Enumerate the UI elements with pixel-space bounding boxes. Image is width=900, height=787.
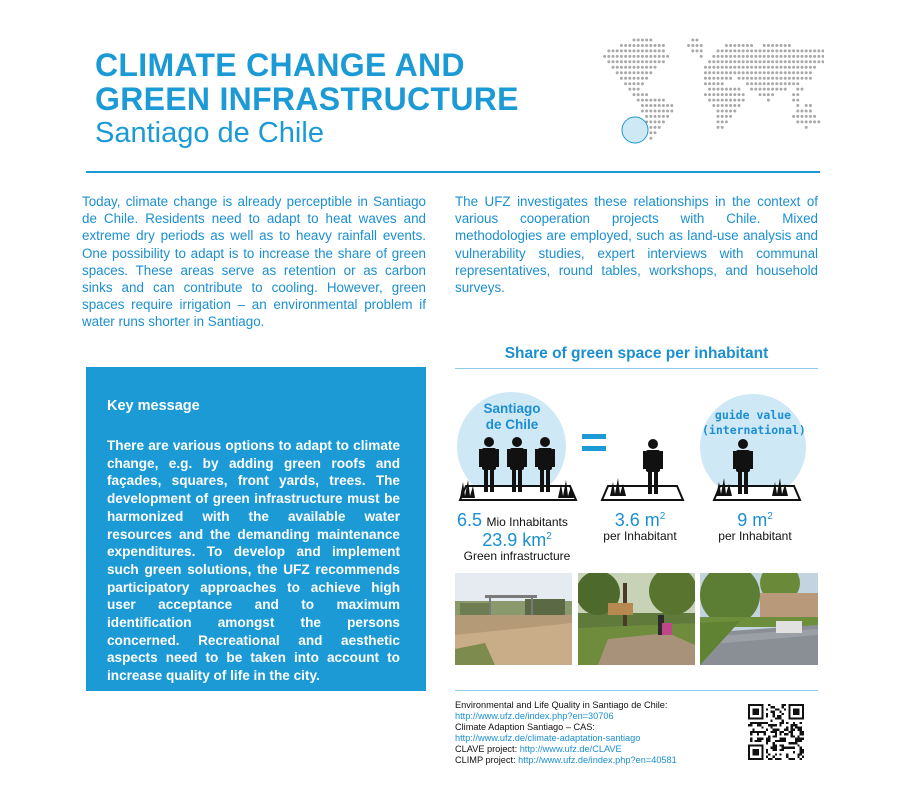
per-inhabitant-number: 3.6 m: [614, 510, 660, 530]
reference-line: [455, 744, 735, 755]
world-map-icon: [588, 36, 824, 148]
park-photo-3: [700, 573, 818, 665]
reference-line: [455, 711, 735, 722]
santiago-label: [470, 401, 554, 433]
guide-value-label: [702, 408, 804, 438]
santiago-area-value: 23.9 km: [482, 530, 547, 550]
page-title-line-2: GREEN INFRASTRUCTURE: [95, 81, 519, 117]
park-photo-2: [578, 573, 695, 665]
intro-right-paragraph: The UFZ investigates these relationships in the context of various cooperation projects with Chile. Mixed methodologies are employed, such as land-use analysis and vulnerability studies, expert interviews with communal representatives, round tables, workshops, and household surveys.: [455, 194, 818, 296]
guide-value-sup: 2: [767, 511, 773, 522]
key-message-text: There are various options to adapt to climate change, e.g. by adding green roofs and façades, squares, front yards, trees. The development of green infrastructure must be harmonized with the available water resources and the demanding maintenance expenditures. To develop and implement such green solutions, the UFZ recommends participatory approaches to achieve high user acceptance and to maximum identification amongst the persons concerned. Recreational and aesthetic aspects need to be taken into account to increase quality of life in the city.: [107, 438, 400, 684]
santiago-inhabitants-value: 6.5: [457, 510, 483, 530]
santiago-inhabitants: [457, 510, 577, 531]
reference-link[interactable]: http://www.ufz.de/index.php?en=40581: [518, 755, 677, 765]
reference-text: CLIMP project:: [455, 755, 519, 765]
santiago-label-line-2: de Chile: [485, 417, 539, 432]
references-divider: [455, 690, 818, 691]
guide-value: [705, 510, 805, 531]
reference-link[interactable]: http://www.ufz.de/climate-adaptation-santiago: [455, 733, 641, 743]
reference-text: CLAVE project:: [455, 744, 520, 754]
reference-line: [455, 700, 735, 711]
santiago-green-area: [457, 530, 577, 551]
reference-line: [455, 722, 735, 733]
page-subtitle: Santiago de Chile: [95, 117, 324, 149]
santiago-label-line-1: Santiago: [483, 401, 541, 416]
green-share-heading: Share of green space per inhabitant: [504, 345, 769, 362]
guide-label-line-2: (international): [702, 423, 806, 437]
reference-line: [455, 733, 735, 744]
page-title-line-1: CLIMATE CHANGE AND: [95, 47, 465, 83]
reference-link[interactable]: http://www.ufz.de/index.php?en=30706: [455, 711, 614, 721]
three-people-on-lawn-icon: [458, 436, 578, 504]
reference-text: Climate Adaption Santiago – CAS:: [455, 722, 595, 732]
reference-text: Environmental and Life Quality in Santiago de Chile:: [455, 700, 668, 710]
person-on-lawn-guide-icon: [712, 436, 802, 504]
guide-value-unit: per Inhabitant: [718, 529, 792, 543]
park-photo-1: [455, 573, 572, 665]
reference-line: [455, 755, 735, 766]
header-divider: [86, 171, 820, 173]
qr-code-icon[interactable]: [748, 704, 804, 760]
green-share-divider: [455, 368, 818, 369]
reference-link[interactable]: http://www.ufz.de/CLAVE: [519, 744, 622, 754]
guide-label-line-1: guide value: [714, 408, 792, 422]
per-inhabitant-sup: 2: [659, 511, 666, 522]
santiago-area-sup: 2: [546, 531, 552, 542]
santiago-inhabitants-unit: Mio Inhabitants: [486, 515, 568, 529]
key-message-title: Key message: [107, 398, 200, 414]
person-on-lawn-icon: [600, 436, 685, 504]
santiago-area-label: Green infrastructure: [463, 549, 571, 563]
per-inhabitant-value: [595, 510, 685, 531]
intro-left-paragraph: Today, climate change is already perceptible in Santiago de Chile. Residents need to adapt to heat waves and extreme dry periods as well as to heavy rainfall events. One possibility to adapt is to increase the share of green spaces. These areas serve as retention or as carbon sinks and can contribute to cooling. However, green spaces require irrigation – an environmental problem if water runs shorter in Santiago.: [82, 194, 426, 330]
per-inhabitant-unit: per Inhabitant: [603, 529, 677, 543]
guide-value-number: 9 m: [737, 510, 768, 530]
